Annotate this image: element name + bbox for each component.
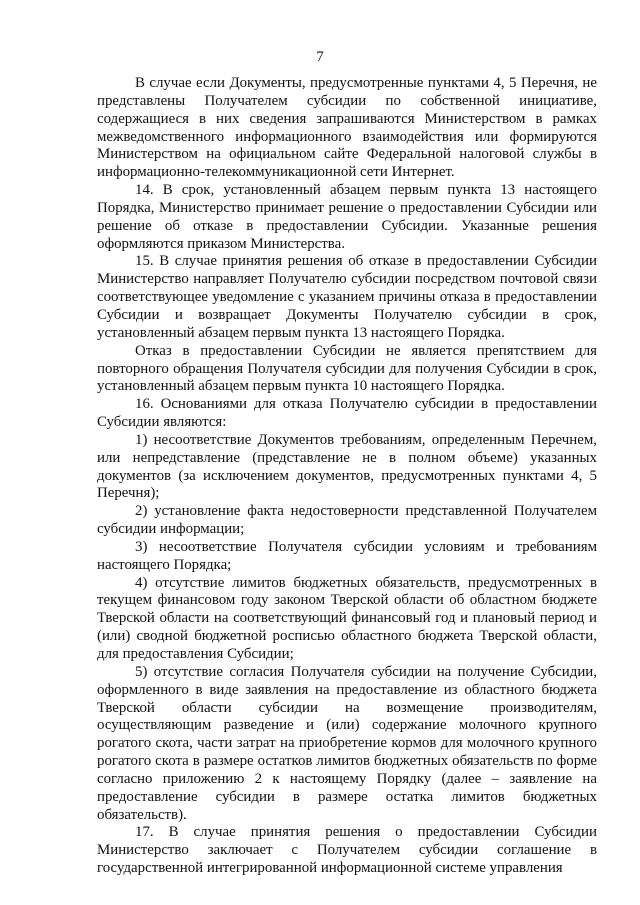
list-item-5: 5) отсутствие согласия Получателя субсидии на получение Субсидии, оформленного в виде заявления на предоставление из областного бюджета Тверской области субсидии на возмещение производителям, осуществляющим разведение и (или) содержание молочного крупного рогатого скота, части затрат на приобретение кормов для молочного крупного рогатого скота в размере остатков лимитов бюджетных обязательств по форме согласно приложению 2 к настоящему Порядку (далее – заявление на предоставление субсидии в размере остатка лимитов бюджетных обязательств). (97, 663, 597, 823)
paragraph-16-grounds: 16. Основаниями для отказа Получателю субсидии в предоставлении Субсидии являются: (97, 396, 597, 431)
page-number: 7 (316, 49, 324, 65)
paragraph-15-refusal-notice: 15. В случае принятия решения об отказе в предоставлении Субсидии Министерство направляет Получателю субсидии посредством почтовой связи соответствующее уведомление с указанием причины отказа в предоставлении Субсидии и возвращает Документы Получателю субсидии в срок, установленный абзацем первым пункта 13 настоящего Порядка. (97, 253, 597, 341)
list-item-4: 4) отсутствие лимитов бюджетных обязательств, предусмотренных в текущем финансовом году законом Тверской области об областном бюджете Тверской области на соответствующий финансовый год и плановый период и (или) сводной бюджетной росписью областного бюджета Тверской области, для предоставления Субсидии; (97, 574, 597, 662)
list-item-2: 2) установление факта недостоверности представленной Получателем субсидии информации; (97, 503, 597, 538)
paragraph-refusal-not-obstacle: Отказ в предоставлении Субсидии не является препятствием для повторного обращения Получателя субсидии для получения Субсидии в срок, установленный абзацем первым пункта 10 настоящего Порядка. (97, 342, 597, 395)
paragraph-documents-request: В случае если Документы, предусмотренные пунктами 4, 5 Перечня, не представлены Получателем субсидии по собственной инициативе, содержащиеся в них сведения запрашиваются Министерством в рамках межведомственного информационного взаимодействия или формируются Министерством на официальном сайте Федеральной налоговой службы в информационно-телекоммуникационной сети Интернет. (97, 75, 597, 181)
list-item-3: 3) несоответствие Получателя субсидии условиям и требованиям настоящего Порядка; (97, 538, 597, 573)
paragraph-17-agreement: 17. В случае принятия решения о предоставлении Субсидии Министерство заключает с Получателем субсидии соглашение в государственной интегрированной информационной системе управления (97, 824, 597, 877)
list-item-1: 1) несоответствие Документов требованиям, определенным Перечнем, или непредставление (представление не в полном объеме) указанных документов (за исключением документов, предусмотренных пунктами 4, 5 Перечня); (97, 431, 597, 502)
document-body (97, 75, 597, 878)
paragraph-14-decision: 14. В срок, установленный абзацем первым пункта 13 настоящего Порядка, Министерство принимает решение о предоставлении Субсидии или решение об отказе в предоставлении Субсидии. Указанные решения оформляются приказом Министерства. (97, 182, 597, 252)
